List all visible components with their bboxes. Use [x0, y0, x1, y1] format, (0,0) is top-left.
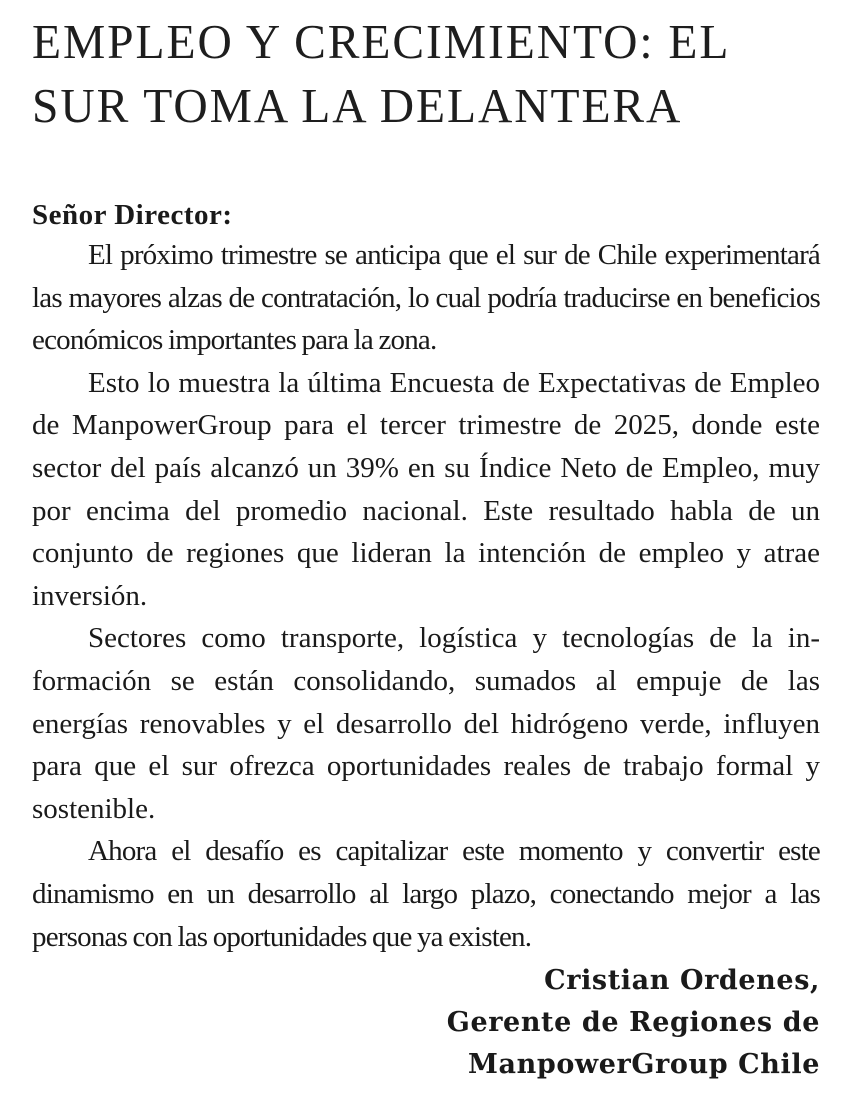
article-headline: EMPLEO Y CRECIMIENTO: EL SUR TOMA LA DELANTERA: [32, 14, 729, 133]
signature-company: ManpowerGroup Chile: [468, 1049, 820, 1080]
signature-name: Cristian Ordenes,: [544, 965, 820, 996]
paragraph-3: Sectores como transporte, logística y tecnologías de la información se están consolidando, sumados al empuje de las energías renovables y el desarrollo del hidrógeno verde, influyen para que el sur ofrezca oportunidades reales de trabajo formal y sostenible.: [32, 622, 820, 825]
letter-page: [32, 0, 820, 1104]
paragraph-1: El próximo trimestre se anticipa que el sur de Chile experimentará las mayores alzas de contratación, lo cual podría traducirse en beneficios económicos importantes para la zona.: [32, 239, 820, 357]
signature-position: Gerente de Regiones de: [446, 1007, 820, 1038]
paragraph-2: Esto lo muestra la última Encuesta de Expectativas de Empleo de ManpowerGroup para el tercer trimestre de 2025, donde este sector del país alcanzó un 39% en su Índice Neto de Empleo, muy por encima del promedio nacional. Este resultado habla de un conjunto de regiones que lideran la intención de empleo y atrae inversión.: [32, 366, 820, 612]
salutation: Señor Director:: [32, 199, 233, 231]
paragraph-4: Ahora el desafío es capitalizar este momento y convertir este dinamismo en un desarrollo al largo plazo, conectando mejor a las personas con las oportunidades que ya existen.: [32, 835, 820, 953]
signature-block: [447, 960, 820, 1086]
letter-body: [32, 234, 820, 958]
